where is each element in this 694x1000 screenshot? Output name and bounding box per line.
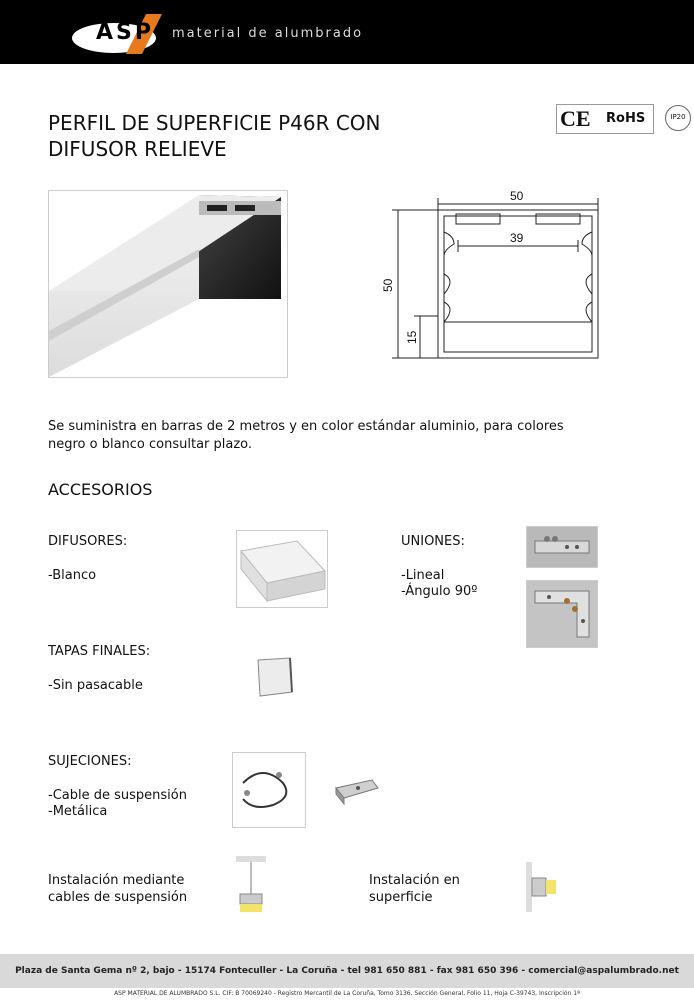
surface-install-icon	[526, 862, 566, 912]
install-suspension-line-1: Instalación mediante	[48, 873, 185, 888]
difusores-item: -Blanco	[48, 568, 97, 583]
product-title	[48, 110, 518, 162]
dim-width-label: 50	[510, 189, 524, 203]
uniones-item-2: -Ángulo 90º	[401, 584, 478, 599]
suspension-cable-photo	[232, 752, 306, 828]
dim-height-label: 50	[381, 278, 395, 292]
profile-render-graphic	[49, 191, 287, 377]
sujeciones-item-2: -Metálica	[48, 804, 108, 819]
rohs-mark: RoHS	[606, 111, 646, 126]
header-tagline: material de alumbrado	[172, 26, 364, 41]
linear-joiner-photo	[526, 526, 598, 568]
title-line-1: PERFIL DE SUPERFICIE P46R CON	[48, 111, 381, 135]
footer-legal: ASP MATERIAL DE ALUMBRADO S.L. CIF: B 70069240 - Registro Mercantil de La Coruña, Tomo 3136, Sección General, Folio 11, Hoja C-39743, Inscripción 1ª	[114, 990, 580, 997]
difusores-label: DIFUSORES:	[48, 534, 128, 549]
description-line-1: Se suministra en barras de 2 metros y en color estándar aluminio, para colores	[48, 419, 564, 434]
tapas-item: -Sin pasacable	[48, 678, 143, 693]
footer-address: Plaza de Santa Gema nº 2, bajo - 15174 Fonteculler - La Coruña - tel 981 650 881 - fax 981 650 396 - comercial@aspalumbrado.net	[15, 966, 679, 976]
angle-joiner-photo	[526, 580, 598, 648]
uniones-label: UNIONES:	[401, 534, 465, 549]
logo-text: ASP	[96, 20, 154, 45]
technical-drawing	[376, 186, 606, 376]
dim-bottom-label: 15	[405, 330, 419, 344]
description	[48, 418, 618, 454]
end-cap-photo	[254, 656, 294, 698]
suspension-install-icon	[236, 856, 266, 914]
install-surface-line-1: Instalación en	[369, 873, 460, 888]
description-line-2: negro o blanco consultar plazo.	[48, 437, 253, 452]
metal-clip-photo	[332, 774, 382, 808]
diffuser-photo	[236, 530, 328, 608]
ce-mark: CE	[560, 106, 591, 131]
title-line-2: DIFUSOR RELIEVE	[48, 137, 227, 161]
uniones-item-1: -Lineal	[401, 568, 445, 583]
tapas-label: TAPAS FINALES:	[48, 644, 151, 659]
dim-inner-label: 39	[510, 231, 524, 245]
accesorios-heading: ACCESORIOS	[48, 480, 153, 499]
certification-badges	[556, 104, 694, 134]
install-suspension-line-2: cables de suspensión	[48, 890, 188, 905]
profile-photo	[48, 190, 288, 378]
sujeciones-item-1: -Cable de suspensión	[48, 788, 187, 803]
ip-rating-label: IP20	[670, 113, 686, 121]
sujeciones-label: SUJECIONES:	[48, 754, 132, 769]
install-surface-line-2: superficie	[369, 890, 433, 905]
